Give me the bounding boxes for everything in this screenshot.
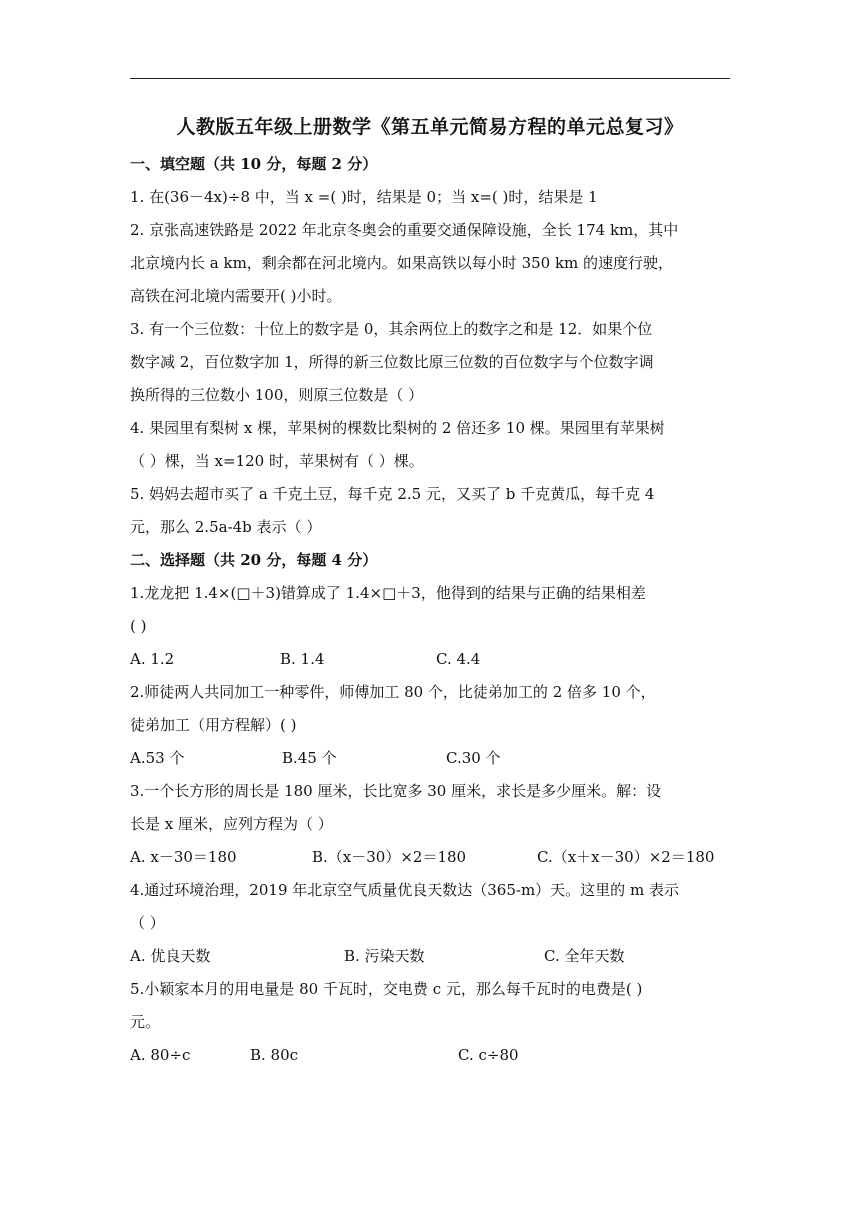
fill-q2-line3: 高铁在河北境内需要开( )小时。 [130,287,342,305]
fill-q3-line3: 换所得的三位数小 100，则原三位数是（ ） [130,386,424,404]
choice-q1-option-c: C. 4.4 [436,650,481,668]
document-title: 人教版五年级上册数学《第五单元简易方程的单元总复习》 [176,116,684,138]
choice-q2-line2: 徒弟加工（用方程解）( ) [130,716,297,734]
choice-q3-option-b: B.（x－30）×2＝180 [312,848,467,866]
choice-q4-option-b: B. 污染天数 [344,947,425,965]
choice-q2-option-b: B.45 个 [282,749,337,767]
fill-q2-line1: 2. 京张高速铁路是 2022 年北京冬奥会的重要交通保障设施，全长 174 km，其中 [130,221,679,239]
section-heading-fill-blank: 一、填空题（共 10 分，每题 2 分） [130,155,378,173]
choice-q1-line2: ( ) [130,617,147,635]
choice-q5-line2: 元。 [130,1013,161,1031]
choice-q4-line1: 4.通过环境治理，2019 年北京空气质量优良天数达（365-m）天。这里的 m 表示 [130,881,679,899]
choice-q2-options [130,742,730,775]
choice-q1-option-a: A. 1.2 [130,650,175,668]
choice-q3-line2: 长是 x 厘米，应列方程为（ ） [130,815,333,833]
choice-q5-option-a: A. 80÷c [130,1046,191,1064]
choice-q5-options [130,1039,730,1072]
fill-q1: 1. 在(36－4x)÷8 中，当 x =( )时，结果是 0；当 x=( )时，结果是 1 [130,188,598,206]
choice-q2-line1: 2.师徒两人共同加工一种零件，师傅加工 80 个，比徒弟加工的 2 倍多 10 个， [130,683,656,701]
fill-q4-line2: （ ）棵，当 x=120 时，苹果树有（ ）棵。 [130,452,424,470]
choice-q3-line1: 3.一个长方形的周长是 180 厘米，长比宽多 30 厘米，求长是多少厘米。解：设 [130,782,662,800]
section-heading-choice: 二、选择题（共 20 分，每题 4 分） [130,551,378,569]
choice-q2-option-a: A.53 个 [130,749,185,767]
choice-q5-option-b: B. 80c [250,1046,299,1064]
fill-q2-line2: 北京境内长 a km，剩余都在河北境内。如果高铁以每小时 350 km 的速度行驶， [130,254,674,272]
choice-q2-option-c: C.30 个 [446,749,501,767]
choice-q1-options [130,643,730,676]
choice-q1-option-b: B. 1.4 [280,650,325,668]
fill-q3-line2: 数字减 2，百位数字加 1，所得的新三位数比原三位数的百位数字与个位数字调 [130,353,654,371]
choice-q4-option-a: A. 优良天数 [130,947,211,965]
header-rule [130,78,730,79]
fill-q5-line1: 5. 妈妈去超市买了 a 千克土豆，每千克 2.5 元，又买了 b 千克黄瓜，每千克 4 [130,485,655,503]
fill-q4-line1: 4. 果园里有梨树 x 棵，苹果树的棵数比梨树的 2 倍还多 10 棵。果园里有苹果树 [130,419,665,437]
choice-q3-option-a: A. x－30＝180 [130,848,237,866]
choice-q4-options [130,940,730,973]
choice-q3-option-c: C.（x＋x－30）×2＝180 [537,848,715,866]
choice-q4-line2: （ ） [130,914,165,932]
choice-q5-line1: 5.小颖家本月的用电量是 80 千瓦时，交电费 c 元，那么每千瓦时的电费是( ) [130,980,643,998]
choice-q4-option-c: C. 全年天数 [544,947,625,965]
document-body [130,110,730,1072]
choice-q3-options [130,841,730,874]
fill-q3-line1: 3. 有一个三位数：十位上的数字是 0，其余两位上的数字之和是 12．如果个位 [130,320,653,338]
choice-q1-line1: 1.龙龙把 1.4×(□＋3)错算成了 1.4×□＋3，他得到的结果与正确的结果相差 [130,584,646,602]
choice-q5-option-c: C. c÷80 [458,1046,519,1064]
fill-q5-line2: 元，那么 2.5a-4b 表示（ ） [130,518,322,536]
